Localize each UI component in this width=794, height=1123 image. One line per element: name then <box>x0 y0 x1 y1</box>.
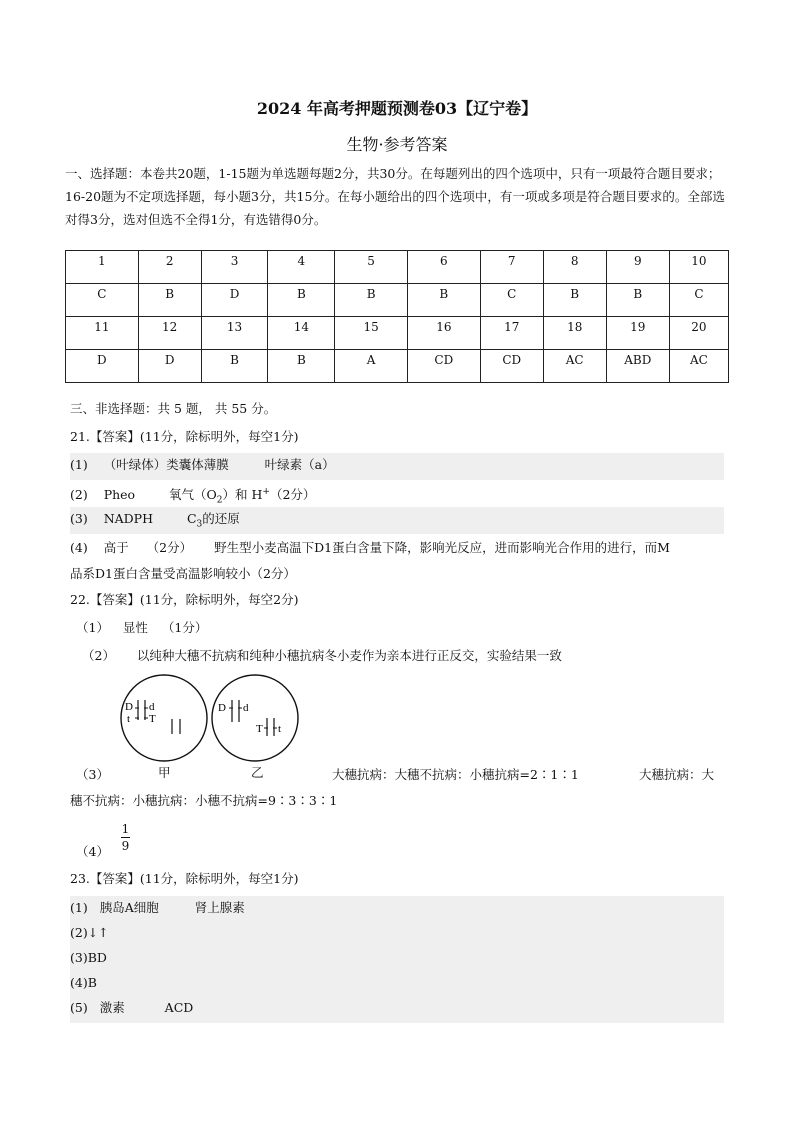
answer-table-cell: 8 <box>543 251 606 284</box>
answer-table-cell: C <box>669 284 728 317</box>
answer-table-cell: AC <box>543 350 606 383</box>
answer-table-cell: D <box>66 350 139 383</box>
answer-table-cell: B <box>407 284 480 317</box>
answer-table-cell: B <box>606 284 669 317</box>
q21-a1-label: (1) <box>70 457 88 472</box>
page-subtitle: 生物·参考答案 <box>346 135 448 154</box>
gene-d-jia: d <box>149 701 155 713</box>
q22-a3-part2: 大穗抗病：大 <box>639 767 715 782</box>
answer-table-cell: AC <box>669 350 728 383</box>
gene-d-yi: d <box>243 702 249 714</box>
q23-a1-part2: 肾上腺素 <box>194 900 245 915</box>
answer-table-cell: B <box>268 350 335 383</box>
q21-a3-part1: NADPH <box>103 511 153 526</box>
q23-a1-part1: 胰岛A细胞 <box>99 900 159 915</box>
q22-a1-label: （1） <box>76 620 109 635</box>
q22-a4-label: （4） <box>76 844 109 859</box>
gene-D-jia: D <box>125 701 133 713</box>
q23-answer-5 <box>70 996 724 1023</box>
q22-a2-label: （2） <box>82 648 115 663</box>
q21-a4-part3: 野生型小麦高温下D1蛋白含量下降，影响光反应，进而影响光合作用的进行，而M <box>214 540 670 555</box>
q22-a1-part2: （1分） <box>161 620 208 635</box>
answer-table-cell: B <box>543 284 606 317</box>
answer-table-cell: 6 <box>407 251 480 284</box>
answer-table-cell: 3 <box>201 251 268 284</box>
answer-table-cell: A <box>335 350 408 383</box>
answer-table-cell: D <box>201 284 268 317</box>
gene-T-jia: T <box>149 713 156 725</box>
q22-answer-1 <box>76 616 207 640</box>
q23-a5-part1: 激素 <box>99 1000 125 1015</box>
q21-a2-part1: Pheo <box>103 487 136 503</box>
answer-table-cell: 5 <box>335 251 408 284</box>
q23-answer-2: (2)↓↑ <box>70 921 724 946</box>
gene-T-yi: T <box>256 723 263 735</box>
answer-table-cell: CD <box>407 350 480 383</box>
q21-a3-part2: $C_3$的还原 <box>186 511 240 530</box>
section1-instructions: 一、选择题：本卷共20题，1-15题为单选题每题2分，共30分。在每题列出的四个选项中，只有一项最符合题目要求；16-20题为不定项选择题，每小题3分，共15分。在每小题给出的四个选项中，有一项或多项是符合题目要求的。全部选对得3分，选对但选不全得1分，有选错得0分。 <box>65 166 725 227</box>
answer-table-cell: 17 <box>480 317 543 350</box>
answer-table-cell: B <box>268 284 335 317</box>
q23-answer-3: (3)BD <box>70 946 724 971</box>
answer-table-cell: 10 <box>669 251 728 284</box>
answer-table-cell: 20 <box>669 317 728 350</box>
q21-header: 21.【答案】(11分，除标明外，每空1分) <box>70 429 299 444</box>
q22-answer-2 <box>82 644 562 668</box>
q23-a1-label: (1) <box>70 900 88 915</box>
fraction-denominator: 9 <box>121 839 130 853</box>
answer-table-cell: 16 <box>407 317 480 350</box>
section3-heading: 三、非选择题：共 5 题， 共 55 分。 <box>70 401 277 416</box>
q23-header: 23.【答案】(11分，除标明外，每空1分) <box>70 871 299 886</box>
gene-t-jia: t <box>127 713 131 725</box>
q21-a1-part1: （叶绿体）类囊体薄膜 <box>103 457 229 472</box>
answer-table-cell: CD <box>480 350 543 383</box>
q21-a1-part2: 叶绿素（a） <box>264 457 335 472</box>
cell-label-jia: 甲 <box>158 765 171 780</box>
answer-table-cell: B <box>201 350 268 383</box>
q22-a3-label: （3） <box>76 767 109 782</box>
q21-answer-3 <box>70 507 724 534</box>
q21-answer-2 <box>70 480 315 504</box>
answer-table-cell: D <box>138 350 201 383</box>
q22-answer-3 <box>76 763 109 787</box>
cell-yi <box>212 675 298 761</box>
q21-a2-part2: 氧气$(O_2)$和 H+（2分） <box>169 487 316 506</box>
answer-table-cell: 7 <box>480 251 543 284</box>
q21-a4-part1: 高于 <box>103 540 129 555</box>
q23-a5-part2: ACD <box>164 1000 194 1015</box>
cell-label-yi: 乙 <box>251 765 264 780</box>
q21-answer-4 <box>70 536 724 560</box>
q22-header: 22.【答案】(11分，除标明外，每空2分) <box>70 592 299 607</box>
answer-table <box>65 250 729 383</box>
answer-table-cell: 12 <box>138 317 201 350</box>
answer-table-cell: 13 <box>201 317 268 350</box>
answer-table-cell: 14 <box>268 317 335 350</box>
q21-a3-label: (3) <box>70 511 88 526</box>
chromosome-diagram <box>110 672 310 782</box>
q21-a4-part2: （2分） <box>146 540 193 555</box>
answer-table-cell: 9 <box>606 251 669 284</box>
answer-table-cell: 4 <box>268 251 335 284</box>
gene-D-yi: D <box>218 702 226 714</box>
answer-table-cell: 15 <box>335 317 408 350</box>
q23-answer-1 <box>70 896 724 921</box>
answer-table-cell: 2 <box>138 251 201 284</box>
q22-a2-text: 以纯种大穗不抗病和纯种小穗抗病冬小麦作为亲本进行正反交，实验结果一致 <box>136 648 562 663</box>
q21-answer-1 <box>70 453 724 480</box>
answer-table-cell: B <box>138 284 201 317</box>
answer-table-cell: 11 <box>66 317 139 350</box>
page-title: 2024 年高考押题预测卷03【辽宁卷】 <box>256 99 538 118</box>
q21-answer-4-cont: 品系D1蛋白含量受高温影响较小（2分） <box>70 566 296 581</box>
answer-table-cell: C <box>480 284 543 317</box>
answer-table-cell: C <box>66 284 139 317</box>
q23-a5-label: (5) <box>70 1000 88 1015</box>
q21-a2-label: (2) <box>70 487 88 503</box>
q22-a1-part1: 显性 <box>122 620 148 635</box>
fraction-numerator: 1 <box>121 822 130 836</box>
cell-jia <box>121 675 207 761</box>
q23-answer-4: (4)B <box>70 971 724 996</box>
answer-table-cell: 1 <box>66 251 139 284</box>
answer-table-cell: 19 <box>606 317 669 350</box>
answer-table-cell: ABD <box>606 350 669 383</box>
q22-answer-3-cont: 穗不抗病：小穗抗病：小穗不抗病=9∶3∶3∶1 <box>70 793 338 808</box>
q22-a4-fraction <box>121 822 130 854</box>
answer-table-cell: 18 <box>543 317 606 350</box>
q22-a3-part1: 大穗抗病：大穗不抗病：小穗抗病=2∶1∶1 <box>332 767 579 782</box>
answer-table-cell: B <box>335 284 408 317</box>
q21-a4-label: (4) <box>70 540 88 555</box>
gene-t-yi: t <box>278 723 282 735</box>
